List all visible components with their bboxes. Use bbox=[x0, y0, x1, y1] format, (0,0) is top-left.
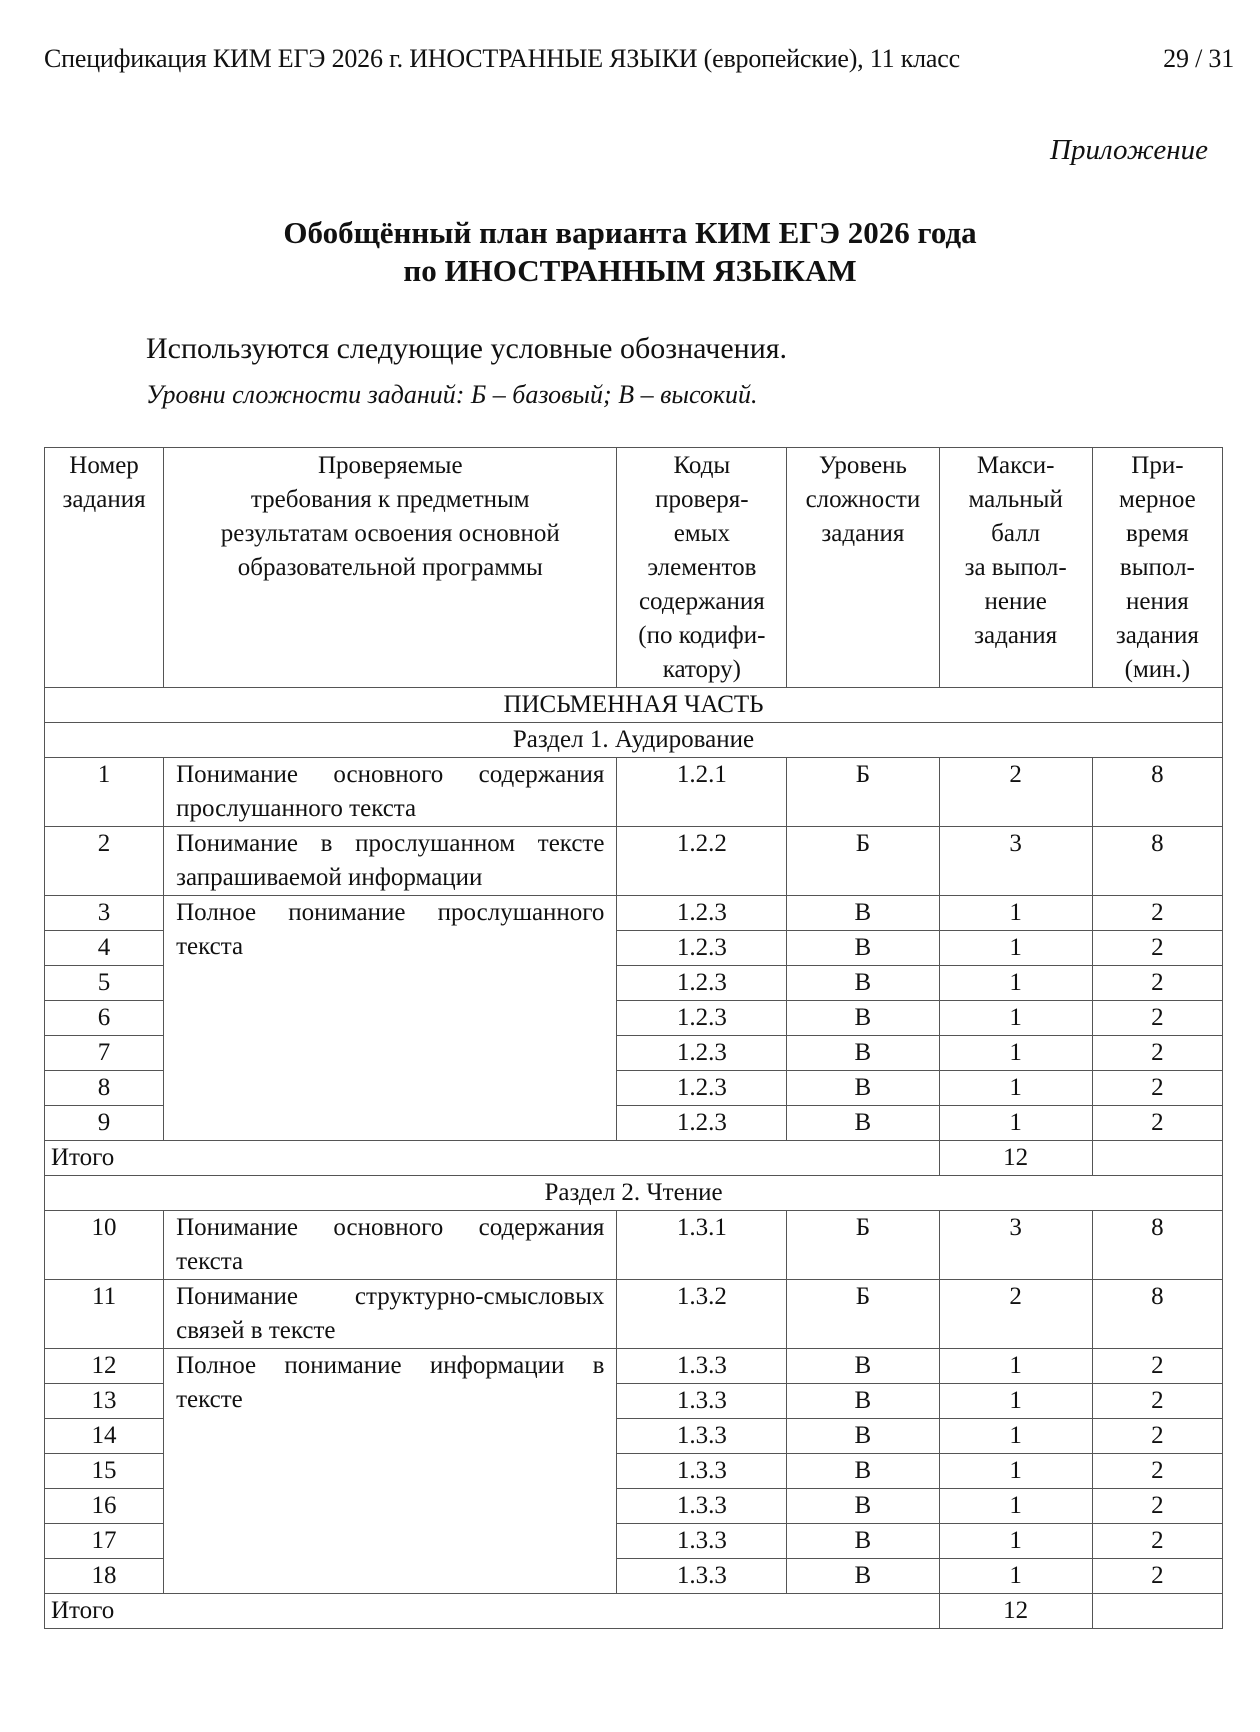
content-code: 1.2.3 bbox=[617, 1001, 787, 1036]
header-line: время bbox=[1126, 520, 1189, 547]
difficulty-level: В bbox=[787, 1559, 939, 1594]
difficulty-level: Б bbox=[787, 1211, 939, 1280]
requirement-text: Понимание структурно-смысловых связей в тексте bbox=[164, 1280, 617, 1349]
header-line: мерное bbox=[1119, 486, 1196, 513]
difficulty-level: В bbox=[787, 1524, 939, 1559]
task-number: 8 bbox=[45, 1071, 164, 1106]
page-title bbox=[0, 214, 1260, 290]
content-code: 1.3.3 bbox=[617, 1559, 787, 1594]
task-number: 13 bbox=[45, 1384, 164, 1419]
difficulty-level: В bbox=[787, 1384, 939, 1419]
header-line: задания bbox=[974, 622, 1058, 649]
header-line: Коды bbox=[673, 452, 731, 479]
task-number: 3 bbox=[45, 896, 164, 931]
col-header-requirements bbox=[164, 448, 617, 688]
header-line: требования к предметным bbox=[250, 486, 530, 513]
max-score: 1 bbox=[939, 1489, 1092, 1524]
page-number: 29 / 31 bbox=[1163, 44, 1234, 73]
task-number: 10 bbox=[45, 1211, 164, 1280]
page-title-line-1: Обобщённый план варианта КИМ ЕГЭ 2026 года bbox=[283, 215, 977, 250]
task-number: 18 bbox=[45, 1559, 164, 1594]
approx-time: 2 bbox=[1092, 896, 1222, 931]
table-row bbox=[45, 1211, 1223, 1280]
max-score: 1 bbox=[939, 1454, 1092, 1489]
max-score: 3 bbox=[939, 1211, 1092, 1280]
difficulty-level: В bbox=[787, 1071, 939, 1106]
max-score: 1 bbox=[939, 1559, 1092, 1594]
content-code: 1.3.3 bbox=[617, 1524, 787, 1559]
max-score: 1 bbox=[939, 1384, 1092, 1419]
col-header-time bbox=[1092, 448, 1222, 688]
requirement-text: Понимание в прослушанном тексте запрашиваемой информации bbox=[164, 827, 617, 896]
table-row bbox=[45, 827, 1223, 896]
section-title-row bbox=[45, 723, 1223, 758]
content-code: 1.3.3 bbox=[617, 1454, 787, 1489]
section-title-row bbox=[45, 1176, 1223, 1211]
max-score: 2 bbox=[939, 758, 1092, 827]
legend-levels: Уровни сложности заданий: Б – базовый; В – высокий. bbox=[146, 380, 758, 409]
document-title: Спецификация КИМ ЕГЭ 2026 г. ИНОСТРАННЫЕ ЯЗЫКИ (европейские), 11 класс bbox=[44, 44, 960, 73]
task-number: 4 bbox=[45, 931, 164, 966]
task-number: 2 bbox=[45, 827, 164, 896]
task-number: 1 bbox=[45, 758, 164, 827]
header-line: Номер bbox=[69, 452, 139, 479]
difficulty-level: В bbox=[787, 1419, 939, 1454]
header-line: содержания bbox=[638, 588, 765, 615]
col-header-task-number bbox=[45, 448, 164, 688]
difficulty-level: В bbox=[787, 1349, 939, 1384]
difficulty-level: В bbox=[787, 896, 939, 931]
content-code: 1.3.3 bbox=[617, 1349, 787, 1384]
approx-time: 2 bbox=[1092, 966, 1222, 1001]
task-number: 7 bbox=[45, 1036, 164, 1071]
content-code: 1.2.3 bbox=[617, 1106, 787, 1141]
approx-time: 2 bbox=[1092, 1036, 1222, 1071]
approx-time: 2 bbox=[1092, 1106, 1222, 1141]
header-line: катору) bbox=[662, 656, 742, 683]
section-title: Раздел 1. Аудирование bbox=[45, 723, 1223, 758]
table-row bbox=[45, 1280, 1223, 1349]
max-score: 1 bbox=[939, 896, 1092, 931]
table-row bbox=[45, 1349, 1223, 1384]
task-number: 14 bbox=[45, 1419, 164, 1454]
task-number: 9 bbox=[45, 1106, 164, 1141]
approx-time: 2 bbox=[1092, 1489, 1222, 1524]
content-code: 1.3.3 bbox=[617, 1489, 787, 1524]
total-time-empty bbox=[1092, 1594, 1222, 1629]
header-line: Уровень bbox=[818, 452, 907, 479]
total-score: 12 bbox=[939, 1594, 1092, 1629]
task-number: 17 bbox=[45, 1524, 164, 1559]
max-score: 1 bbox=[939, 1349, 1092, 1384]
requirement-text: Понимание основного содержания прослушанного текста bbox=[164, 758, 617, 827]
approx-time: 8 bbox=[1092, 758, 1222, 827]
difficulty-level: Б bbox=[787, 758, 939, 827]
max-score: 1 bbox=[939, 1106, 1092, 1141]
total-row bbox=[45, 1141, 1223, 1176]
max-score: 1 bbox=[939, 966, 1092, 1001]
content-code: 1.3.3 bbox=[617, 1419, 787, 1454]
difficulty-level: В bbox=[787, 1036, 939, 1071]
max-score: 3 bbox=[939, 827, 1092, 896]
requirement-text: Полное понимание информации в тексте bbox=[164, 1349, 617, 1594]
content-code: 1.2.1 bbox=[617, 758, 787, 827]
header-line: При- bbox=[1131, 452, 1184, 479]
total-label: Итого bbox=[45, 1141, 940, 1176]
task-number: 15 bbox=[45, 1454, 164, 1489]
exam-plan-table bbox=[44, 447, 1223, 1629]
header-line: проверя- bbox=[655, 486, 749, 513]
total-row bbox=[45, 1594, 1223, 1629]
difficulty-level: В bbox=[787, 1454, 939, 1489]
content-code: 1.3.2 bbox=[617, 1280, 787, 1349]
task-number: 12 bbox=[45, 1349, 164, 1384]
task-number: 5 bbox=[45, 966, 164, 1001]
difficulty-level: Б bbox=[787, 1280, 939, 1349]
content-code: 1.2.3 bbox=[617, 1036, 787, 1071]
max-score: 1 bbox=[939, 1001, 1092, 1036]
requirement-text: Понимание основного содержания текста bbox=[164, 1211, 617, 1280]
approx-time: 2 bbox=[1092, 1559, 1222, 1594]
appendix-label: Приложение bbox=[1050, 134, 1208, 166]
content-code: 1.2.3 bbox=[617, 931, 787, 966]
total-label: Итого bbox=[45, 1594, 940, 1629]
page-title-line-2: по ИНОСТРАННЫМ ЯЗЫКАМ bbox=[403, 253, 857, 288]
max-score: 2 bbox=[939, 1280, 1092, 1349]
approx-time: 2 bbox=[1092, 1384, 1222, 1419]
part-title: ПИСЬМЕННАЯ ЧАСТЬ bbox=[45, 688, 1223, 723]
difficulty-level: Б bbox=[787, 827, 939, 896]
table-row bbox=[45, 896, 1223, 931]
section-title: Раздел 2. Чтение bbox=[45, 1176, 1223, 1211]
header-line: (мин.) bbox=[1124, 656, 1191, 683]
content-code: 1.3.3 bbox=[617, 1384, 787, 1419]
content-code: 1.2.3 bbox=[617, 896, 787, 931]
approx-time: 2 bbox=[1092, 1454, 1222, 1489]
content-code: 1.3.1 bbox=[617, 1211, 787, 1280]
header-line: элементов bbox=[647, 554, 757, 581]
header-line: мальный bbox=[968, 486, 1063, 513]
table-header-row bbox=[45, 448, 1223, 688]
header-line: задания bbox=[821, 520, 905, 547]
max-score: 1 bbox=[939, 1419, 1092, 1454]
max-score: 1 bbox=[939, 1524, 1092, 1559]
header-line: Макси- bbox=[976, 452, 1055, 479]
approx-time: 2 bbox=[1092, 1419, 1222, 1454]
difficulty-level: В bbox=[787, 1106, 939, 1141]
difficulty-level: В bbox=[787, 966, 939, 1001]
header-line: результатам освоения основной bbox=[220, 520, 560, 547]
approx-time: 2 bbox=[1092, 1071, 1222, 1106]
header-line: за выпол- bbox=[964, 554, 1067, 581]
requirement-text: Полное понимание прослушанного текста bbox=[164, 896, 617, 1141]
total-score: 12 bbox=[939, 1141, 1092, 1176]
approx-time: 8 bbox=[1092, 827, 1222, 896]
col-header-codes bbox=[617, 448, 787, 688]
max-score: 1 bbox=[939, 1071, 1092, 1106]
header-line: задания bbox=[62, 486, 146, 513]
header-line: нения bbox=[1126, 588, 1189, 615]
task-number: 11 bbox=[45, 1280, 164, 1349]
header-line: емых bbox=[673, 520, 730, 547]
content-code: 1.2.3 bbox=[617, 966, 787, 1001]
difficulty-level: В bbox=[787, 1489, 939, 1524]
max-score: 1 bbox=[939, 1036, 1092, 1071]
header-line: балл bbox=[991, 520, 1041, 547]
table-row bbox=[45, 758, 1223, 827]
header-line: (по кодифи- bbox=[638, 622, 766, 649]
header-line: выпол- bbox=[1119, 554, 1195, 581]
header-line: Проверяемые bbox=[317, 452, 463, 479]
max-score: 1 bbox=[939, 931, 1092, 966]
header-line: нение bbox=[984, 588, 1047, 615]
table-body bbox=[45, 688, 1223, 1629]
col-header-level bbox=[787, 448, 939, 688]
task-number: 16 bbox=[45, 1489, 164, 1524]
approx-time: 2 bbox=[1092, 1524, 1222, 1559]
content-code: 1.2.2 bbox=[617, 827, 787, 896]
approx-time: 8 bbox=[1092, 1280, 1222, 1349]
task-number: 6 bbox=[45, 1001, 164, 1036]
difficulty-level: В bbox=[787, 931, 939, 966]
header-line: сложности bbox=[805, 486, 921, 513]
content-code: 1.2.3 bbox=[617, 1071, 787, 1106]
header-line: задания bbox=[1115, 622, 1199, 649]
header-line: образовательной программы bbox=[237, 554, 543, 581]
approx-time: 2 bbox=[1092, 1001, 1222, 1036]
legend-intro: Используются следующие условные обозначения. bbox=[146, 332, 788, 365]
difficulty-level: В bbox=[787, 1001, 939, 1036]
col-header-max-score bbox=[939, 448, 1092, 688]
approx-time: 2 bbox=[1092, 931, 1222, 966]
approx-time: 8 bbox=[1092, 1211, 1222, 1280]
approx-time: 2 bbox=[1092, 1349, 1222, 1384]
total-time-empty bbox=[1092, 1141, 1222, 1176]
page-header bbox=[44, 44, 1234, 74]
part-title-row bbox=[45, 688, 1223, 723]
